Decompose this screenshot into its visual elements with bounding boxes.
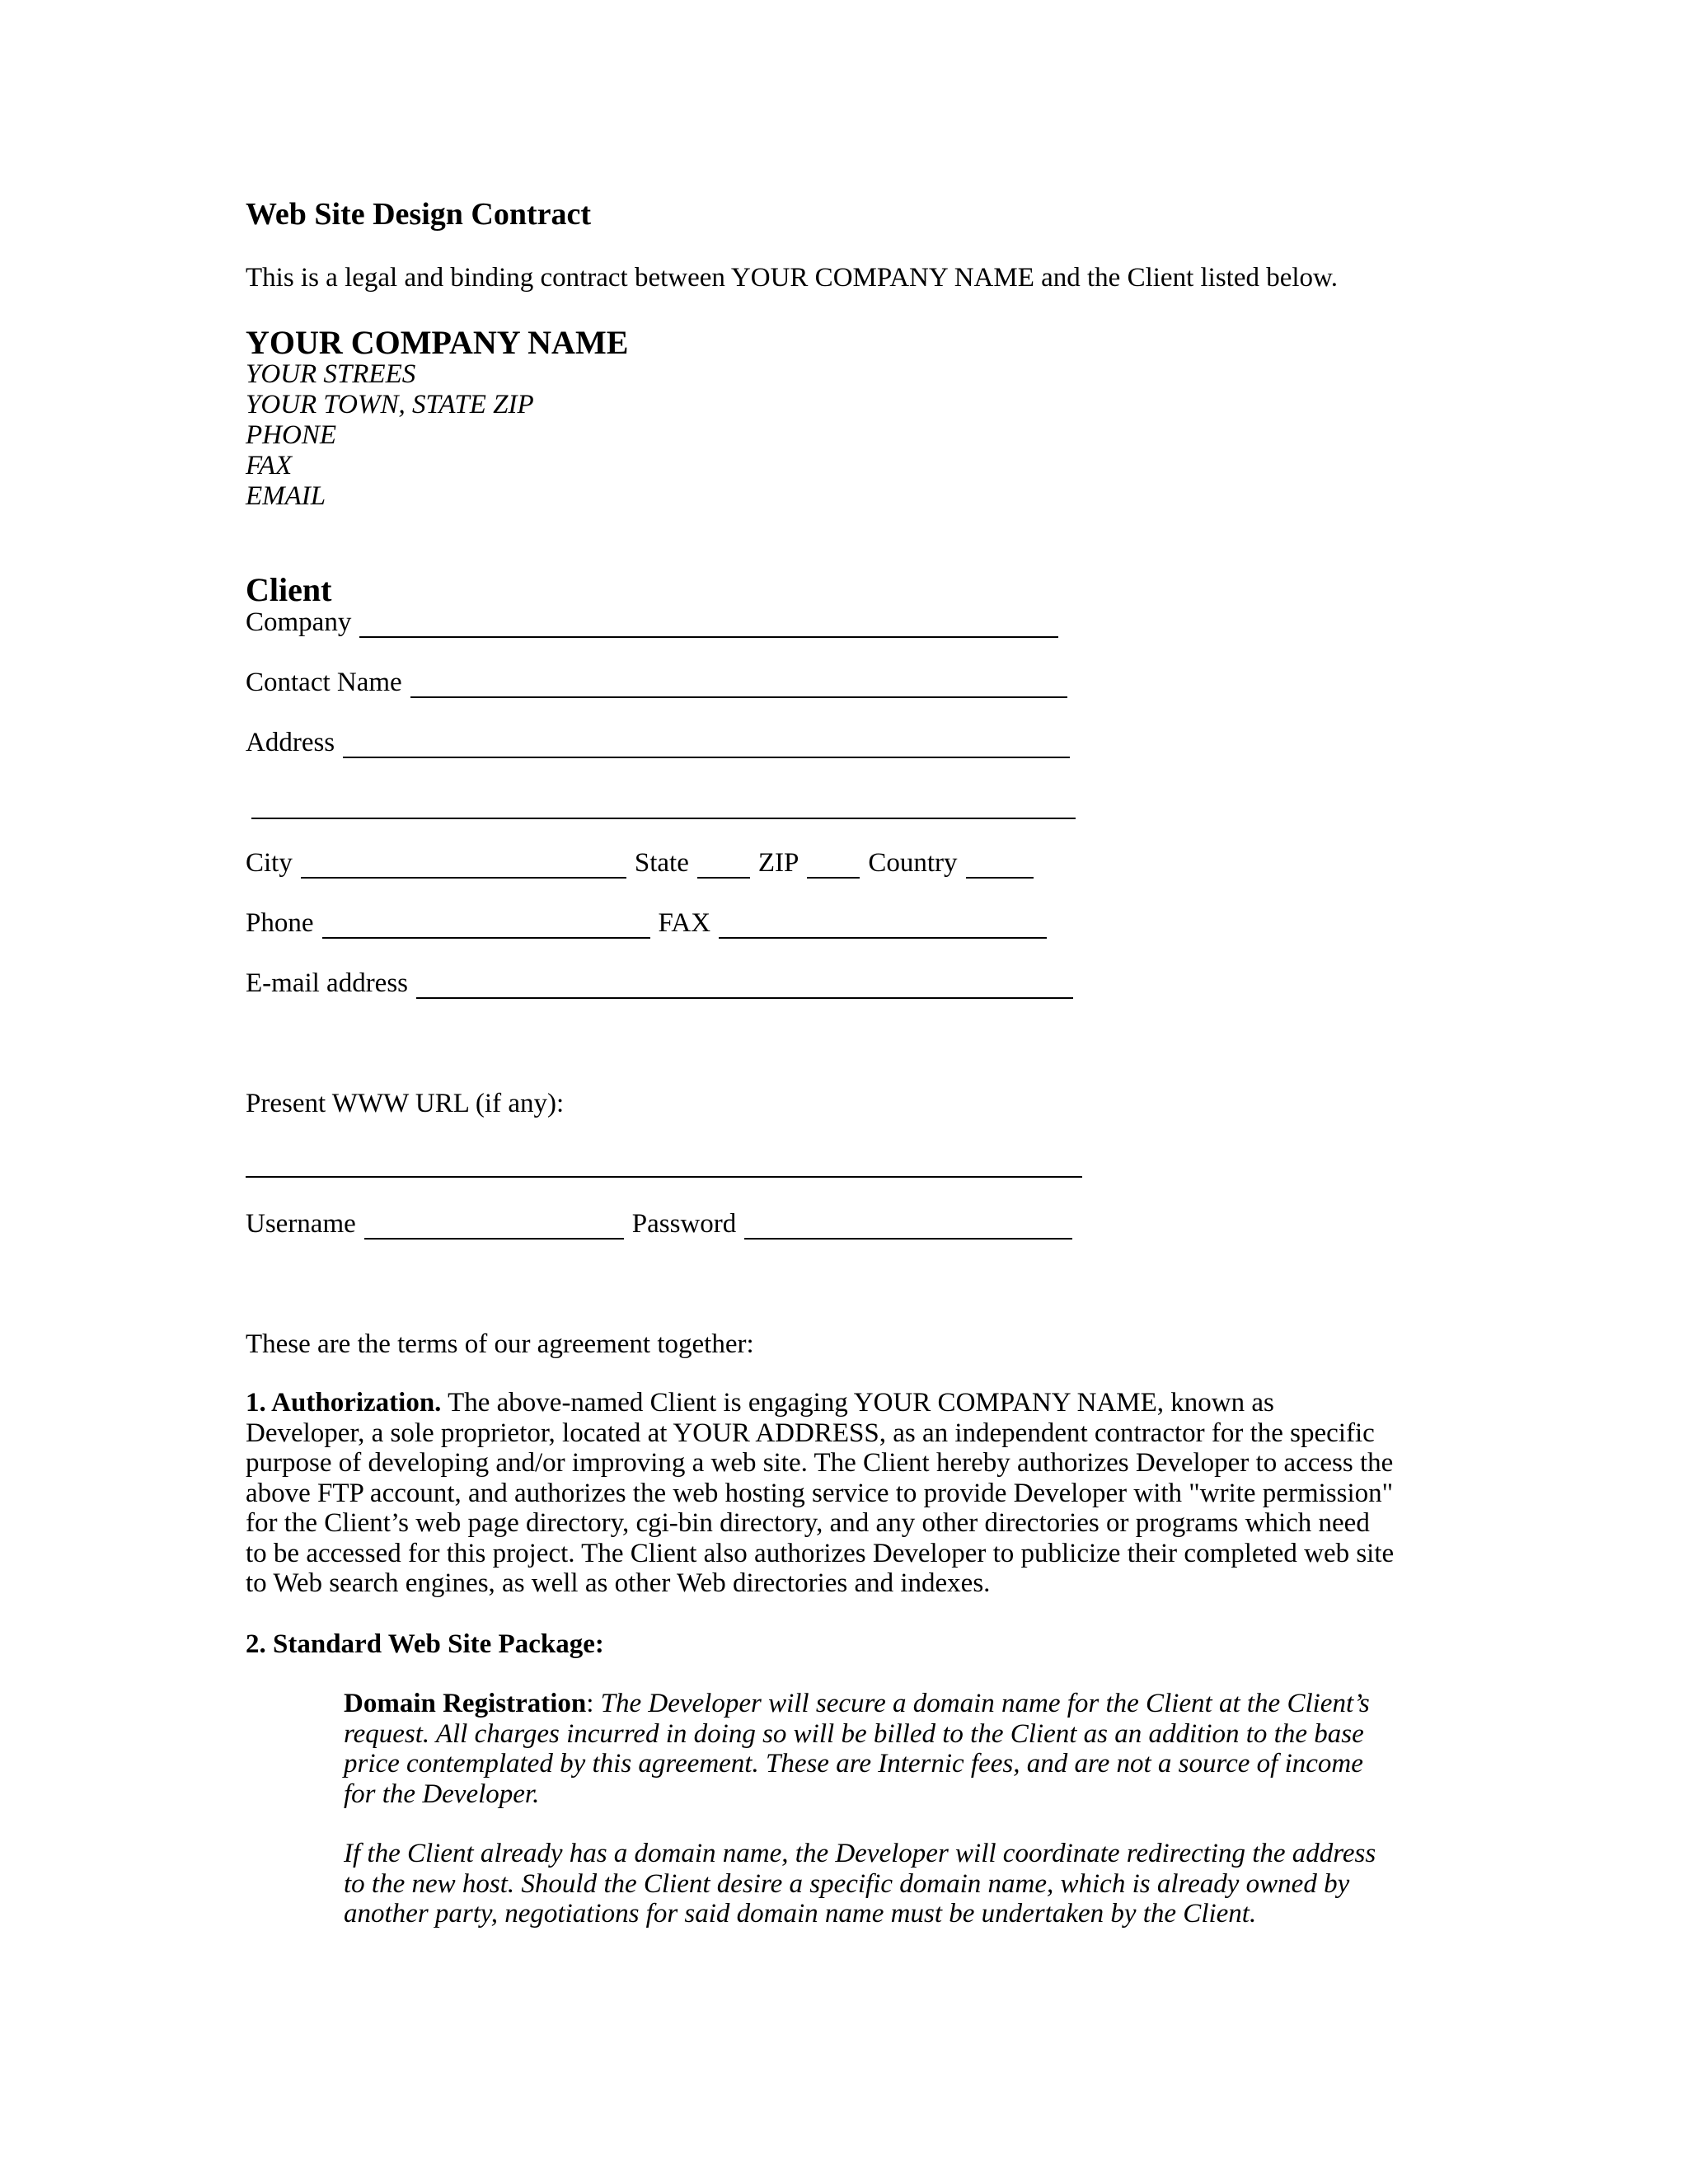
state-label: State: [634, 848, 689, 878]
email-row: [246, 968, 1073, 999]
authorization-line-7: to Web search engines, as well as other Web directories and indexes.: [246, 1568, 991, 1598]
domain-registration: [344, 1689, 1370, 1809]
address-field[interactable]: [343, 732, 1070, 758]
country-field[interactable]: [966, 852, 1034, 879]
authorization-line-2: Developer, a sole proprietor, located at YOUR ADDRESS, as an independent contractor for the specific: [246, 1418, 1375, 1448]
package-heading: 2. Standard Web Site Package:: [246, 1629, 604, 1659]
username-label: Username: [246, 1209, 356, 1239]
client-company-row: [246, 607, 1058, 638]
company-town: YOUR TOWN, STATE ZIP: [246, 390, 534, 419]
company-phone: PHONE: [246, 420, 336, 450]
address-line-2-field[interactable]: [251, 818, 1076, 819]
client-company-field[interactable]: [359, 612, 1058, 638]
url-label: Present WWW URL (if any):: [246, 1089, 565, 1118]
domain-line-2: request. All charges incurred in doing so will be billed to the Client as an addition to the base: [344, 1718, 1364, 1749]
document-title: Web Site Design Contract: [246, 197, 592, 232]
client-heading: Client: [246, 571, 332, 608]
domain-line-4: for the Developer.: [344, 1779, 540, 1809]
password-field[interactable]: [744, 1213, 1072, 1240]
authorization-line-5: for the Client’s web page directory, cgi-bin directory, and any other directories or programs which need: [246, 1508, 1370, 1538]
zip-field[interactable]: [807, 852, 860, 879]
credentials-row: [246, 1208, 1072, 1240]
authorization-line-6: to be accessed for this project. The Client also authorizes Developer to publicize their completed web site: [246, 1538, 1395, 1568]
state-field[interactable]: [697, 852, 750, 879]
existing-domain: [344, 1839, 1376, 1929]
existing-domain-line-3: another party, negotiations for said domain name must be undertaken by the Client.: [344, 1899, 1257, 1929]
contact-name-row: [246, 667, 1067, 698]
fax-label: FAX: [658, 908, 711, 938]
phone-fax-row: [246, 907, 1047, 939]
terms-intro: These are the terms of our agreement together:: [246, 1329, 754, 1359]
email-field[interactable]: [416, 972, 1073, 999]
city-state-zip-row: [246, 847, 1034, 879]
domain-line-3: price contemplated by this agreement. These are Internic fees, and are not a source of income: [344, 1749, 1363, 1779]
address-row: [246, 727, 1070, 758]
domain-colon: :: [586, 1689, 594, 1718]
url-field[interactable]: [246, 1176, 1082, 1178]
contact-name-field[interactable]: [410, 672, 1067, 698]
country-label: Country: [868, 848, 958, 878]
client-company-label: Company: [246, 607, 352, 637]
authorization-line-4: above FTP account, and authorizes the web hosting service to provide Developer with "write permission": [246, 1478, 1394, 1508]
fax-field[interactable]: [719, 912, 1047, 939]
company-name: YOUR COMPANY NAME: [246, 324, 629, 361]
phone-field[interactable]: [322, 912, 650, 939]
authorization-line-1: [246, 1388, 1394, 1418]
email-label: E-mail address: [246, 968, 409, 998]
domain-line-1: [344, 1689, 1370, 1719]
domain-registration-label: Domain Registration: [344, 1689, 587, 1718]
zip-label: ZIP: [757, 848, 799, 878]
existing-domain-line-1: If the Client already has a domain name, the Developer will coordinate redirecting the address: [344, 1839, 1376, 1868]
domain-text-1: The Developer will secure a domain name for the Client at the Client’s: [593, 1689, 1370, 1718]
company-address: [246, 359, 534, 512]
city-label: City: [246, 848, 293, 878]
address-label: Address: [246, 728, 335, 757]
phone-label: Phone: [246, 908, 314, 938]
section-authorization: [246, 1388, 1394, 1599]
username-field[interactable]: [364, 1213, 624, 1240]
authorization-heading: 1. Authorization.: [246, 1388, 442, 1418]
company-email: EMAIL: [246, 481, 326, 511]
company-street: YOUR STREES: [246, 359, 416, 389]
authorization-text-1: The above-named Client is engaging YOUR COMPANY NAME, known as: [441, 1388, 1274, 1418]
contract-intro: This is a legal and binding contract between YOUR COMPANY NAME and the Client listed below.: [246, 263, 1338, 293]
password-label: Password: [631, 1209, 737, 1239]
existing-domain-line-2: to the new host. Should the Client desire a specific domain name, which is already owned by: [344, 1868, 1350, 1899]
company-fax: FAX: [246, 451, 293, 480]
city-field[interactable]: [301, 852, 626, 879]
authorization-line-3: purpose of developing and/or improving a web site. The Client hereby authorizes Developer to access the: [246, 1448, 1394, 1478]
contact-name-label: Contact Name: [246, 668, 402, 697]
